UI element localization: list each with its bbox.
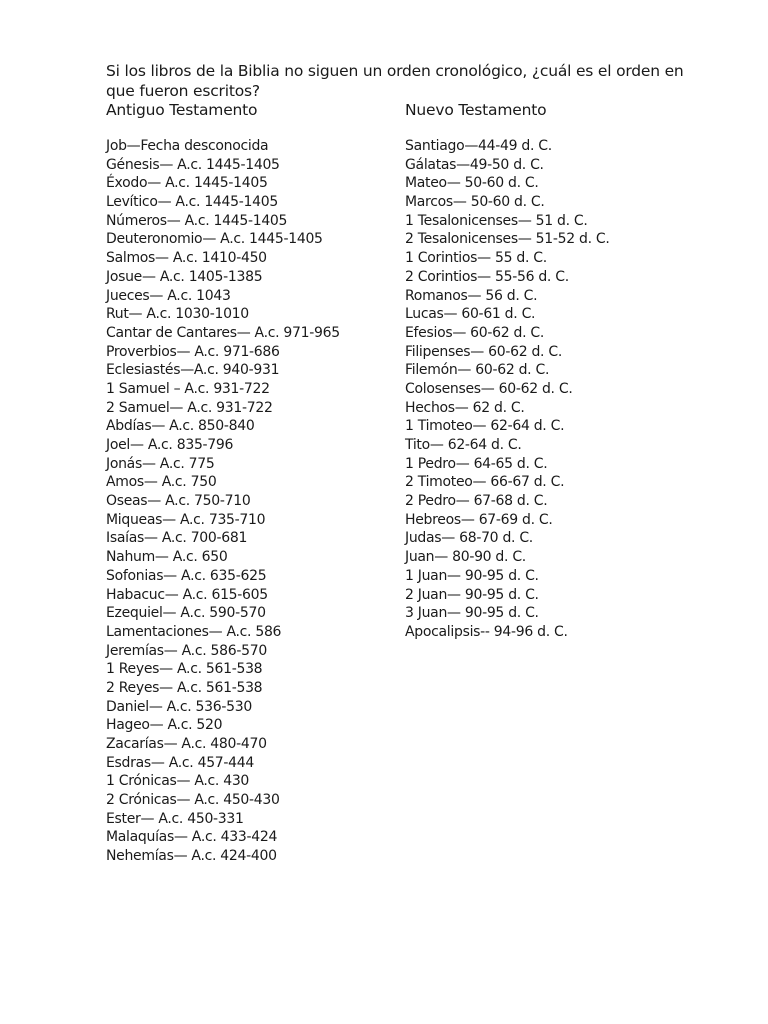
old-testament-entry: Habacuc— A.c. 615-605 — [106, 586, 268, 603]
new-testament-entry: Gálatas—49-50 d. C. — [405, 156, 544, 173]
old-testament-entry: Eclesiastés—A.c. 940-931 — [106, 362, 280, 379]
old-testament-entry: 1 Reyes— A.c. 561-538 — [106, 661, 263, 678]
new-testament-entry: Lucas— 60-61 d. C. — [405, 306, 536, 323]
old-testament-column — [106, 100, 396, 866]
old-testament-entry: Jueces— A.c. 1043 — [106, 287, 231, 304]
old-testament-entry: 2 Reyes— A.c. 561-538 — [106, 679, 263, 696]
new-testament-entry: Juan— 80-90 d. C. — [405, 549, 526, 566]
old-testament-entry: Malaquías— A.c. 433-424 — [106, 829, 278, 846]
new-testament-entry: 3 Juan— 90-95 d. C. — [405, 605, 539, 622]
old-testament-entry: Cantar de Cantares— A.c. 971-965 — [106, 324, 340, 341]
new-testament-entry: Hebreos— 67-69 d. C. — [405, 511, 553, 528]
new-testament-entry: 2 Tesalonicenses— 51-52 d. C. — [405, 231, 610, 248]
old-testament-entry: 2 Crónicas— A.c. 450-430 — [106, 792, 280, 809]
old-testament-entry: Josue— A.c. 1405-1385 — [106, 268, 263, 285]
old-testament-entry: Lamentaciones— A.c. 586 — [106, 623, 282, 640]
new-testament-entry: Santiago—44-49 d. C. — [405, 138, 552, 154]
new-testament-entry: Efesios— 60-62 d. C. — [405, 324, 545, 341]
new-testament-heading: Nuevo Testamento — [405, 101, 547, 119]
new-testament-entry: 1 Corintios— 55 d. C. — [405, 250, 547, 267]
old-testament-entry: Hageo— A.c. 520 — [106, 717, 223, 734]
new-testament-entry: Mateo— 50-60 d. C. — [405, 175, 539, 192]
old-testament-entry: Daniel— A.c. 536-530 — [106, 698, 252, 715]
old-testament-entry: Ester— A.c. 450-331 — [106, 810, 244, 827]
new-testament-entry: Filipenses— 60-62 d. C. — [405, 343, 562, 360]
old-testament-entry: Joel— A.c. 835-796 — [106, 437, 234, 453]
new-testament-entry: 1 Pedro— 64-65 d. C. — [405, 455, 548, 472]
old-testament-list — [106, 137, 396, 866]
old-testament-entry: Ezequiel— A.c. 590-570 — [106, 605, 266, 622]
new-testament-entry: 2 Juan— 90-95 d. C. — [405, 586, 539, 603]
new-testament-entry: Filemón— 60-62 d. C. — [405, 362, 550, 379]
old-testament-entry: Nehemías— A.c. 424-400 — [106, 848, 277, 865]
new-testament-entry: 2 Corintios— 55-56 d. C. — [405, 268, 569, 285]
new-testament-entry: Apocalipsis-- 94-96 d. C. — [405, 623, 568, 640]
old-testament-entry: Salmos— A.c. 1410-450 — [106, 250, 267, 267]
new-testament-entry: 1 Tesalonicenses— 51 d. C. — [405, 212, 588, 229]
old-testament-entry: 1 Samuel – A.c. 931-722 — [106, 380, 270, 397]
old-testament-entry: Zacarías— A.c. 480-470 — [106, 736, 267, 752]
old-testament-heading: Antiguo Testamento — [106, 101, 258, 119]
old-testament-entry: Levítico— A.c. 1445-1405 — [106, 194, 278, 211]
old-testament-entry: Jonás— A.c. 775 — [106, 455, 215, 472]
old-testament-entry: Oseas— A.c. 750-710 — [106, 493, 251, 510]
new-testament-entry: Colosenses— 60-62 d. C. — [405, 380, 573, 397]
question-heading: Si los libros de la Biblia no siguen un orden cronológico, ¿cuál es el orden en que fueron escritos? — [106, 61, 684, 100]
old-testament-entry: Números— A.c. 1445-1405 — [106, 212, 288, 229]
new-testament-entry: 1 Juan— 90-95 d. C. — [405, 567, 539, 584]
old-testament-entry: Jeremías— A.c. 586-570 — [106, 642, 267, 659]
old-testament-entry: Deuteronomio— A.c. 1445-1405 — [106, 231, 323, 248]
new-testament-entry: Marcos— 50-60 d. C. — [405, 194, 545, 211]
old-testament-entry: 1 Crónicas— A.c. 430 — [106, 773, 250, 790]
old-testament-entry: Proverbios— A.c. 971-686 — [106, 343, 280, 360]
old-testament-entry: Rut— A.c. 1030-1010 — [106, 306, 249, 323]
old-testament-entry: Esdras— A.c. 457-444 — [106, 754, 254, 771]
old-testament-entry: 2 Samuel— A.c. 931-722 — [106, 399, 273, 416]
new-testament-column — [405, 100, 695, 642]
new-testament-entry: 2 Pedro— 67-68 d. C. — [405, 493, 548, 510]
new-testament-entry: 1 Timoteo— 62-64 d. C. — [405, 418, 565, 435]
old-testament-entry: Amos— A.c. 750 — [106, 474, 217, 491]
old-testament-entry: Isaías— A.c. 700-681 — [106, 530, 248, 547]
new-testament-entry: Judas— 68-70 d. C. — [405, 530, 533, 547]
new-testament-entry: Romanos— 56 d. C. — [405, 287, 538, 304]
old-testament-entry: Éxodo— A.c. 1445-1405 — [106, 175, 268, 192]
new-testament-list — [405, 137, 695, 642]
new-testament-entry: 2 Timoteo— 66-67 d. C. — [405, 474, 565, 491]
old-testament-entry: Sofonias— A.c. 635-625 — [106, 567, 267, 584]
new-testament-entry: Hechos— 62 d. C. — [405, 399, 525, 416]
old-testament-entry: Abdías— A.c. 850-840 — [106, 418, 255, 435]
old-testament-entry: Génesis— A.c. 1445-1405 — [106, 156, 280, 173]
old-testament-entry: Nahum— A.c. 650 — [106, 549, 228, 566]
old-testament-entry: Miqueas— A.c. 735-710 — [106, 511, 266, 528]
old-testament-entry: Job—Fecha desconocida — [106, 138, 269, 154]
new-testament-entry: Tito— 62-64 d. C. — [405, 437, 522, 453]
